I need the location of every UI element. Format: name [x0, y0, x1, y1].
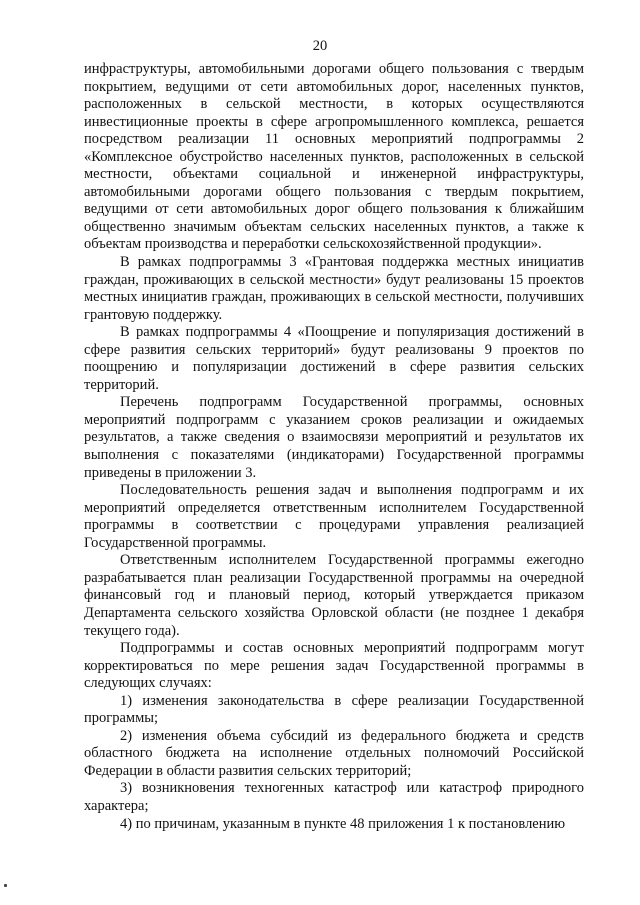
list-item-1: 1) изменения законодательства в сфере реализации Государственной программы;	[84, 692, 584, 727]
paragraph-subprogram-4: В рамках подпрограммы 4 «Поощрение и популяризация достижений в сфере развития сельских территорий» будут реализованы 9 проектов по поощрению и популяризации достижений в сфере развития сельских территорий.	[84, 324, 584, 393]
list-item-2: 2) изменения объема субсидий из федерального бюджета и средств областного бюджета на исполнение отдельных полномочий Российской Федерации в области развития сельских территорий;	[84, 727, 584, 779]
paragraph-subprogram-list: Перечень подпрограмм Государственной программы, основных мероприятий подпрограмм с указанием сроков реализации и ожидаемых результатов, а также сведения о взаимосвязи мероприятий и результатов их выполнения с показателями (индикаторами) Государственной программы приведены в приложении 3.	[84, 394, 584, 481]
paragraph-sequence: Последовательность решения задач и выполнения подпрограмм и их мероприятий определяется ответственным исполнителем Государственной программы в соответствии с процедурами управления реализацией Государственной программы.	[84, 482, 584, 551]
paragraph-adjustment-cases: Подпрограммы и состав основных мероприятий подпрограмм могут корректироваться по мере решения задач Государственной программы в следующих случаях:	[84, 640, 584, 692]
paragraph-continuation: инфраструктуры, автомобильными дорогами общего пользования с твердым покрытием, ведущими от сети автомобильных дорог, населенных пунктов, расположенных в сельской местности, в которых осуществляются инвестиционные проекты в сфере агропромышленного комплекса, решается посредством реализации 11 основных мероприятий подпрограммы 2 «Комплексное обустройство населенных пунктов, расположенных в сельской местности, объектами социальной и инженерной инфраструктуры, автомобильными дорогами общего пользования с твердым покрытием, ведущими от сети автомобильных дорог общего пользования к ближайшим общественно значимым объектам сельских населенных пунктов, а также к объектам производства и переработки сельскохозяйственной продукции».	[84, 61, 584, 253]
paragraph-annual-plan: Ответственным исполнителем Государственной программы ежегодно разрабатывается план реализации Государственной программы на очередной финансовый год и плановый период, который утверждается приказом Департамента сельского хозяйства Орловской области (не позднее 1 декабря текущего года).	[84, 552, 584, 639]
list-item-4: 4) по причинам, указанным в пункте 48 приложения 1 к постановлению	[120, 815, 566, 832]
paragraph-subprogram-3: В рамках подпрограммы 3 «Грантовая поддержка местных инициатив граждан, проживающих в сельской местности» будут реализованы 15 проектов местных инициатив граждан, проживающих в сельской местности, получивших грантовую поддержку.	[84, 254, 584, 323]
list-item-3: 3) возникновения техногенных катастроф или катастроф природного характера;	[84, 780, 584, 814]
page-number: 20	[312, 38, 328, 54]
scan-mark	[4, 884, 7, 887]
body-text	[84, 61, 584, 833]
